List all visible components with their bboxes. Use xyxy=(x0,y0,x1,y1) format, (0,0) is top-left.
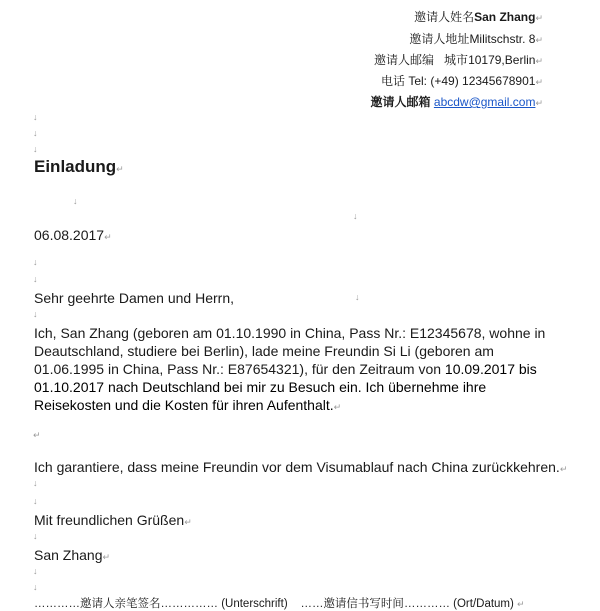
dots: …… xyxy=(300,598,324,610)
phone-label: 电话 xyxy=(380,74,405,88)
postcode-label: 邀请人邮编 xyxy=(374,53,435,67)
empty-line-mark: ↓ xyxy=(353,211,358,221)
paragraph1-part2: 10.09.2017 bis 01.10.2017 nach Deutschland bei mir zu Besuch ein. Ich übernehme ihre Reisekosten und die Kosten für ihren Aufenthalt. xyxy=(34,361,537,413)
time-label: 邀请信书写时间 xyxy=(323,596,404,610)
empty-line-mark: ↓ xyxy=(33,309,38,319)
paragraph-mark: ↵ xyxy=(102,552,111,562)
dots: ………… xyxy=(34,598,80,610)
time-hint: (Ort/Datum) xyxy=(453,598,514,610)
empty-line-mark: ↓ xyxy=(33,144,38,154)
sign-label: 邀请人亲笔签名 xyxy=(80,596,161,610)
empty-line-mark: ↓ xyxy=(33,531,38,541)
paragraph-mark: ↵ xyxy=(559,464,568,474)
email-label: 邀请人邮箱 xyxy=(370,95,431,109)
phone-value: Tel: (+49) 12345678901 xyxy=(408,74,536,88)
paragraph2-text: Ich garantiere, dass meine Freundin vor dem Visumablauf nach China zurückkehren. xyxy=(34,459,560,475)
closing-text: Mit freundlichen Grüßen xyxy=(34,512,185,528)
paragraph-mark: ↵ xyxy=(535,35,543,45)
postcode-city-value: 10179,Berlin xyxy=(468,53,536,67)
address-label: 邀请人地址 xyxy=(409,32,470,46)
header-address-line xyxy=(409,31,543,48)
empty-line-mark: ↓ xyxy=(33,566,38,576)
paragraph-mark: ↵ xyxy=(535,98,543,108)
empty-line-mark: ↓ xyxy=(73,196,78,206)
empty-line-mark: ↓ xyxy=(355,292,360,302)
empty-line-mark: ↵ xyxy=(33,430,41,440)
sign-hint: (Unterschrift) xyxy=(221,598,288,610)
paragraph-mark: ↵ xyxy=(104,232,112,242)
city-label: 城市 xyxy=(444,53,469,67)
empty-line-mark: ↓ xyxy=(33,582,38,592)
name-label: 邀请人姓名 xyxy=(414,10,475,24)
signature-name xyxy=(34,546,110,566)
paragraph-mark: ↵ xyxy=(535,77,543,87)
header-postcode-line xyxy=(374,52,543,69)
empty-line-mark: ↓ xyxy=(33,496,38,506)
paragraph1-part1: Ich, San Zhang (geboren am 01.10.1990 in China, Pass Nr.: E12345678, wohne in Deautschland, studiere bei Berlin), lade meine Freundin Si Li (geboren am 01.06.1995 in China, Pass Nr.: E87654321), für den Zeitraum von xyxy=(34,325,546,377)
empty-line-mark: ↓ xyxy=(33,112,38,122)
email-link[interactable]: abcdw@gmail.com xyxy=(433,95,536,109)
dots: ………… xyxy=(403,598,450,610)
header-phone-line xyxy=(381,73,543,90)
letter-title-text: Einladung xyxy=(34,157,117,176)
body-paragraph-2 xyxy=(34,458,567,478)
paragraph-mark: ↵ xyxy=(535,56,543,66)
paragraph-mark: ↵ xyxy=(184,517,192,527)
empty-line-mark: ↓ xyxy=(33,128,38,138)
paragraph-mark: ↵ xyxy=(517,599,525,609)
header-name-line xyxy=(414,9,543,26)
closing xyxy=(34,511,192,531)
empty-line-mark: ↓ xyxy=(33,274,38,284)
name-value: San Zhang xyxy=(474,10,536,24)
paragraph-mark: ↵ xyxy=(333,402,342,412)
salutation-text: Sehr geehrte Damen und Herrn, xyxy=(34,290,234,306)
signature-name-text: San Zhang xyxy=(34,547,103,563)
paragraph-mark: ↵ xyxy=(116,164,124,174)
header-email-line xyxy=(371,94,543,111)
paragraph-mark: ↵ xyxy=(535,13,543,23)
body-paragraph-1 xyxy=(34,324,554,416)
address-value: Militschstr. 8 xyxy=(469,32,536,46)
letter-date-text: 06.08.2017 xyxy=(34,227,105,243)
salutation xyxy=(34,289,234,307)
empty-line-mark: ↓ xyxy=(33,257,38,267)
letter-title xyxy=(34,157,124,177)
signature-date-line xyxy=(34,596,525,611)
letter-date xyxy=(34,226,112,246)
empty-line-mark: ↓ xyxy=(33,478,38,488)
dots: …………… xyxy=(160,598,218,610)
